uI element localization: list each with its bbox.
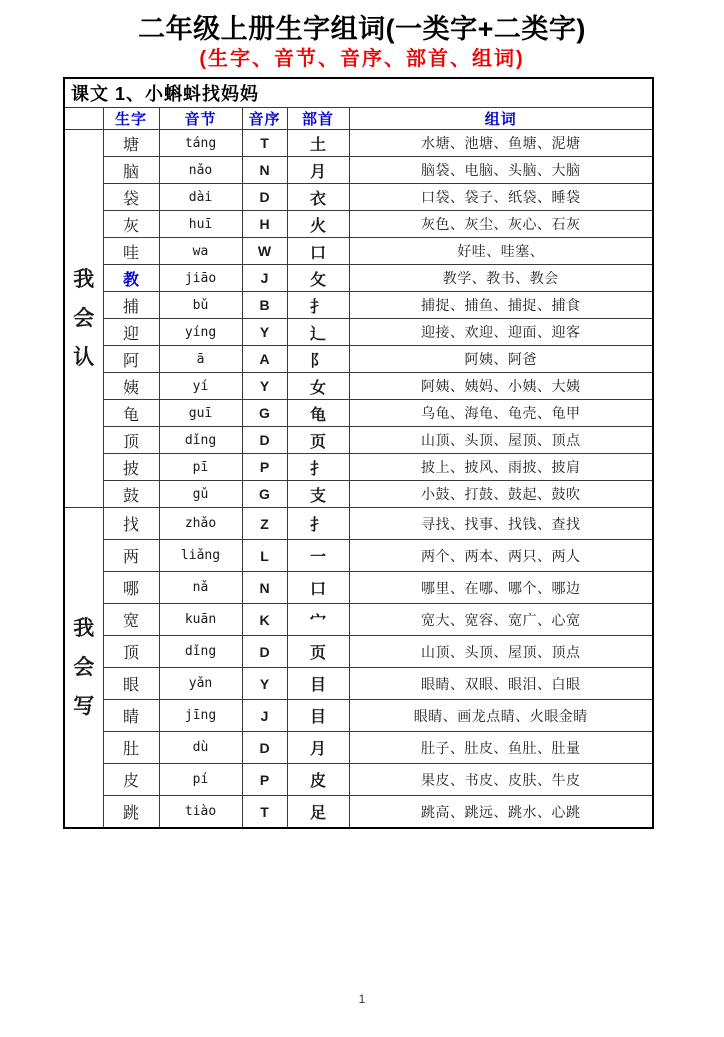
radical-cell: 页	[287, 427, 349, 454]
char-cell: 捕	[103, 292, 159, 319]
pinyin-cell: pí	[159, 764, 242, 796]
radical-cell: 目	[287, 668, 349, 700]
words-cell: 灰色、灰尘、灰心、石灰	[349, 211, 653, 238]
table-row	[64, 400, 653, 427]
char-cell: 阿	[103, 346, 159, 373]
pinyin-cell: nǎ	[159, 572, 242, 604]
initial-cell: D	[242, 427, 287, 454]
words-cell: 宽大、宽容、宽广、心宽	[349, 604, 653, 636]
char-cell: 肚	[103, 732, 159, 764]
table-row	[64, 572, 653, 604]
char-cell: 皮	[103, 764, 159, 796]
radical-cell: 扌	[287, 454, 349, 481]
words-cell: 跳高、跳远、跳水、心跳	[349, 796, 653, 828]
radical-cell: 扌	[287, 508, 349, 540]
char-cell: 顶	[103, 636, 159, 668]
char-cell: 龟	[103, 400, 159, 427]
char-cell: 跳	[103, 796, 159, 828]
words-cell: 迎接、欢迎、迎面、迎客	[349, 319, 653, 346]
table-row	[64, 454, 653, 481]
initial-cell: H	[242, 211, 287, 238]
radical-cell: 火	[287, 211, 349, 238]
char-cell: 袋	[103, 184, 159, 211]
char-cell: 眼	[103, 668, 159, 700]
words-cell: 哪里、在哪、哪个、哪边	[349, 572, 653, 604]
vocab-table	[63, 77, 654, 829]
table-row	[64, 238, 653, 265]
table-row	[64, 540, 653, 572]
char-cell: 哪	[103, 572, 159, 604]
initial-cell: N	[242, 572, 287, 604]
radical-cell: 支	[287, 481, 349, 508]
table-row	[64, 373, 653, 400]
char-cell: 塘	[103, 130, 159, 157]
table-row	[64, 604, 653, 636]
words-cell: 小鼓、打鼓、鼓起、鼓吹	[349, 481, 653, 508]
pinyin-cell: pī	[159, 454, 242, 481]
initial-cell: T	[242, 796, 287, 828]
pinyin-cell: yí	[159, 373, 242, 400]
pinyin-cell: dù	[159, 732, 242, 764]
words-cell: 教学、教书、教会	[349, 265, 653, 292]
pinyin-cell: dǐng	[159, 427, 242, 454]
words-cell: 山顶、头顶、屋顶、顶点	[349, 427, 653, 454]
pinyin-cell: dài	[159, 184, 242, 211]
radical-cell: 衣	[287, 184, 349, 211]
words-cell: 阿姨、阿爸	[349, 346, 653, 373]
words-cell: 山顶、头顶、屋顶、顶点	[349, 636, 653, 668]
vocab-table-body	[64, 78, 653, 828]
pinyin-cell: bǔ	[159, 292, 242, 319]
col-header-char: 生字	[103, 108, 159, 130]
char-cell: 迎	[103, 319, 159, 346]
corner-cell	[64, 108, 103, 130]
words-cell: 眼睛、画龙点睛、火眼金睛	[349, 700, 653, 732]
initial-cell: B	[242, 292, 287, 319]
table-row	[64, 346, 653, 373]
radical-cell: 攵	[287, 265, 349, 292]
pinyin-cell: táng	[159, 130, 242, 157]
initial-cell: Y	[242, 668, 287, 700]
pinyin-cell: nǎo	[159, 157, 242, 184]
radical-cell: 龟	[287, 400, 349, 427]
radical-cell: 阝	[287, 346, 349, 373]
pinyin-cell: gǔ	[159, 481, 242, 508]
radical-cell: 扌	[287, 292, 349, 319]
words-cell: 果皮、书皮、皮肤、牛皮	[349, 764, 653, 796]
initial-cell: T	[242, 130, 287, 157]
words-cell: 眼睛、双眼、眼泪、白眼	[349, 668, 653, 700]
pinyin-cell: yǎn	[159, 668, 242, 700]
char-cell: 姨	[103, 373, 159, 400]
radical-cell: 宀	[287, 604, 349, 636]
initial-cell: L	[242, 540, 287, 572]
char-cell: 两	[103, 540, 159, 572]
pinyin-cell: dǐng	[159, 636, 242, 668]
section-label-char: 会	[73, 307, 95, 331]
initial-cell: G	[242, 481, 287, 508]
radical-cell: 足	[287, 796, 349, 828]
initial-cell: J	[242, 265, 287, 292]
section-label-char: 会	[73, 656, 95, 680]
table-row	[64, 796, 653, 828]
words-cell: 水塘、池塘、鱼塘、泥塘	[349, 130, 653, 157]
section-label-char: 写	[73, 695, 95, 719]
char-cell: 教	[103, 265, 159, 292]
section-label	[64, 130, 103, 508]
initial-cell: W	[242, 238, 287, 265]
pinyin-cell: huī	[159, 211, 242, 238]
char-cell: 宽	[103, 604, 159, 636]
initial-cell: D	[242, 636, 287, 668]
pinyin-cell: jiāo	[159, 265, 242, 292]
table-row	[64, 732, 653, 764]
table-row	[64, 481, 653, 508]
char-cell: 哇	[103, 238, 159, 265]
table-row	[64, 319, 653, 346]
section-label-char: 我	[73, 617, 95, 641]
radical-cell: 口	[287, 238, 349, 265]
initial-cell: A	[242, 346, 287, 373]
page-subtitle: (生字、音节、音序、部首、组词)	[199, 48, 525, 71]
col-header-radical: 部首	[287, 108, 349, 130]
words-cell: 口袋、袋子、纸袋、睡袋	[349, 184, 653, 211]
initial-cell: P	[242, 764, 287, 796]
page-number: 1	[358, 992, 366, 1006]
section-label-char: 认	[73, 346, 95, 370]
table-row	[64, 636, 653, 668]
table-row	[64, 211, 653, 238]
radical-cell: 口	[287, 572, 349, 604]
initial-cell: K	[242, 604, 287, 636]
words-cell: 脑袋、电脑、头脑、大脑	[349, 157, 653, 184]
char-cell: 灰	[103, 211, 159, 238]
initial-cell: Y	[242, 319, 287, 346]
pinyin-cell: ā	[159, 346, 242, 373]
initial-cell: D	[242, 184, 287, 211]
pinyin-cell: zhǎo	[159, 508, 242, 540]
lesson-header-row	[64, 78, 653, 108]
table-row	[64, 265, 653, 292]
col-header-words: 组词	[349, 108, 653, 130]
words-cell: 披上、披风、雨披、披肩	[349, 454, 653, 481]
pinyin-cell: liǎng	[159, 540, 242, 572]
table-row	[64, 700, 653, 732]
radical-cell: 月	[287, 732, 349, 764]
char-cell: 顶	[103, 427, 159, 454]
table-row	[64, 427, 653, 454]
char-cell: 找	[103, 508, 159, 540]
radical-cell: 月	[287, 157, 349, 184]
radical-cell: 女	[287, 373, 349, 400]
col-header-initial: 音序	[242, 108, 287, 130]
pinyin-cell: guī	[159, 400, 242, 427]
words-cell: 两个、两本、两只、两人	[349, 540, 653, 572]
words-cell: 肚子、肚皮、鱼肚、肚量	[349, 732, 653, 764]
words-cell: 阿姨、姨妈、小姨、大姨	[349, 373, 653, 400]
radical-cell: 页	[287, 636, 349, 668]
radical-cell: 一	[287, 540, 349, 572]
initial-cell: Z	[242, 508, 287, 540]
table-row	[64, 508, 653, 540]
pinyin-cell: kuān	[159, 604, 242, 636]
char-cell: 脑	[103, 157, 159, 184]
table-row	[64, 157, 653, 184]
table-row	[64, 292, 653, 319]
pinyin-cell: wa	[159, 238, 242, 265]
initial-cell: G	[242, 400, 287, 427]
initial-cell: D	[242, 732, 287, 764]
pinyin-cell: yíng	[159, 319, 242, 346]
section-label-char: 我	[73, 268, 95, 292]
pinyin-cell: jīng	[159, 700, 242, 732]
table-row	[64, 130, 653, 157]
page-title: 二年级上册生字组词(一类字+二类字)	[138, 14, 586, 44]
words-cell: 捕捉、捕鱼、捕捉、捕食	[349, 292, 653, 319]
pinyin-cell: tiào	[159, 796, 242, 828]
radical-cell: 目	[287, 700, 349, 732]
table-row	[64, 764, 653, 796]
initial-cell: N	[242, 157, 287, 184]
table-row	[64, 184, 653, 211]
initial-cell: P	[242, 454, 287, 481]
initial-cell: J	[242, 700, 287, 732]
col-header-pinyin: 音节	[159, 108, 242, 130]
char-cell: 披	[103, 454, 159, 481]
column-header-row	[64, 108, 653, 130]
radical-cell: 辶	[287, 319, 349, 346]
radical-cell: 土	[287, 130, 349, 157]
radical-cell: 皮	[287, 764, 349, 796]
words-cell: 寻找、找事、找钱、查找	[349, 508, 653, 540]
table-row	[64, 668, 653, 700]
lesson-header: 课文 1、小蝌蚪找妈妈	[64, 78, 653, 108]
char-cell: 睛	[103, 700, 159, 732]
initial-cell: Y	[242, 373, 287, 400]
char-cell: 鼓	[103, 481, 159, 508]
words-cell: 好哇、哇塞、	[349, 238, 653, 265]
section-label	[64, 508, 103, 828]
words-cell: 乌龟、海龟、龟壳、龟甲	[349, 400, 653, 427]
